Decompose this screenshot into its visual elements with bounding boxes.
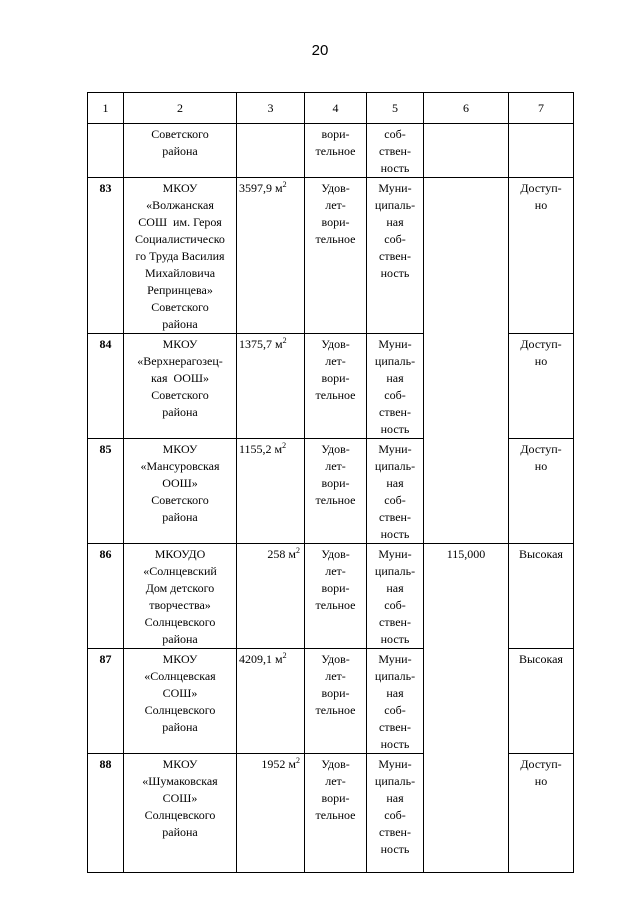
name-line: района: [162, 825, 198, 839]
area-unit-superscript: 2: [282, 336, 287, 345]
ownership-line: ципаль-: [374, 774, 416, 788]
ownership-line: Муни-: [378, 757, 412, 771]
header-cell-3: 3: [237, 93, 305, 124]
ownership-line: ципаль-: [374, 564, 416, 578]
name-line: Советского: [151, 388, 209, 402]
cont-ownership-line: соб-: [384, 127, 406, 141]
ownership-cell: [367, 439, 424, 544]
access-line: но: [534, 774, 548, 788]
name-line: творчества»: [149, 598, 211, 612]
name-line: «Солнцевская: [144, 669, 216, 683]
name-line: Социалистическо: [135, 232, 225, 246]
cont-ownership-line: ствен-: [379, 144, 411, 158]
access-cell: [509, 439, 574, 544]
area-value: 1155,2 м: [239, 442, 283, 456]
name-line: МКОУ: [162, 181, 198, 195]
name-line: «Верхнерагозец-: [137, 354, 223, 368]
ownership-line: Муни-: [378, 337, 412, 351]
name-cell: [124, 649, 237, 754]
row-number-cell: 84: [88, 334, 124, 439]
cont-ownership-cell: [367, 124, 424, 178]
cont-ownership-line: ность: [380, 161, 410, 175]
ownership-line: ная: [386, 371, 404, 385]
status-line: вори-: [321, 371, 350, 385]
ownership-line: ная: [386, 581, 404, 595]
access-line: Доступ-: [520, 337, 562, 351]
area-cell: [237, 334, 305, 439]
area-unit-superscript: 2: [296, 546, 300, 555]
name-line: Дом детского: [145, 581, 215, 595]
row-number-cell: 86: [88, 544, 124, 649]
ownership-line: Муни-: [378, 181, 412, 195]
access-line: Доступ-: [520, 757, 562, 771]
status-line: Удов-: [321, 652, 350, 666]
cont-status-line: вори-: [321, 127, 350, 141]
status-cell: [305, 178, 367, 334]
ownership-line: соб-: [384, 703, 406, 717]
ownership-line: ствен-: [379, 510, 411, 524]
name-line: «Волжанская: [146, 198, 214, 212]
status-line: лет-: [325, 774, 346, 788]
amount-cell-empty: [424, 178, 509, 544]
ownership-line: ствен-: [379, 720, 411, 734]
name-cell: [124, 544, 237, 649]
access-line: но: [534, 354, 548, 368]
access-cell: [509, 754, 574, 873]
ownership-line: соб-: [384, 808, 406, 822]
ownership-line: ность: [380, 737, 410, 751]
ownership-line: ность: [380, 632, 410, 646]
name-line: района: [162, 720, 198, 734]
name-line: района: [162, 510, 198, 524]
amount-cell: [424, 544, 509, 873]
continuation-row: [88, 124, 574, 178]
header-cell-2: 2: [124, 93, 237, 124]
header-cell-4: 4: [305, 93, 367, 124]
name-line: «Шумаковская: [142, 774, 218, 788]
header-cell-5: 5: [367, 93, 424, 124]
status-line: лет-: [325, 669, 346, 683]
access-cell: [509, 178, 574, 334]
ownership-line: ципаль-: [374, 198, 416, 212]
access-line: Доступ-: [520, 442, 562, 456]
ownership-cell: [367, 544, 424, 649]
area-value: 3597,9 м: [239, 181, 283, 195]
ownership-line: ная: [386, 215, 404, 229]
name-line: Советского: [151, 300, 209, 314]
ownership-line: Муни-: [378, 547, 412, 561]
status-line: тельное: [315, 493, 356, 507]
area-value: 1952 м: [261, 757, 296, 771]
ownership-cell: [367, 334, 424, 439]
name-line: СОШ»: [162, 791, 198, 805]
name-line: Солнцевского: [144, 703, 216, 717]
access-line: Доступ-: [520, 181, 562, 195]
cont-amount-cell: [424, 124, 509, 178]
name-line: района: [162, 632, 198, 646]
cont-area-cell: [237, 124, 305, 178]
row-number-cell: 88: [88, 754, 124, 873]
ownership-line: соб-: [384, 493, 406, 507]
ownership-line: ная: [386, 476, 404, 490]
cont-status-cell: [305, 124, 367, 178]
cont-name-line: Советского: [151, 127, 209, 141]
property-table: [87, 92, 574, 873]
row-number-cell: 85: [88, 439, 124, 544]
row-number-cell: 87: [88, 649, 124, 754]
area-unit-superscript: 2: [282, 180, 287, 189]
access-line: Высокая: [519, 547, 563, 561]
header-row: [88, 93, 574, 124]
amount-value: 115,000: [446, 547, 486, 561]
access-cell: [509, 334, 574, 439]
header-cell-6: 6: [424, 93, 509, 124]
cont-name-line: района: [162, 144, 198, 158]
ownership-line: соб-: [384, 232, 406, 246]
status-line: Удов-: [321, 547, 350, 561]
status-line: тельное: [315, 703, 356, 717]
ownership-line: ствен-: [379, 825, 411, 839]
ownership-line: Муни-: [378, 652, 412, 666]
name-line: го Труда Василия: [135, 249, 225, 263]
name-line: «Мансуровская: [140, 459, 220, 473]
name-cell: [124, 754, 237, 873]
status-line: лет-: [325, 198, 346, 212]
ownership-line: ность: [380, 842, 410, 856]
area-cell: [237, 178, 305, 334]
ownership-line: ствен-: [379, 405, 411, 419]
name-line: МКОУДО: [154, 547, 206, 561]
ownership-cell: [367, 649, 424, 754]
name-line: района: [162, 317, 198, 331]
status-line: вори-: [321, 581, 350, 595]
ownership-line: ность: [380, 266, 410, 280]
name-line: Советского: [151, 493, 209, 507]
table-row: [88, 178, 574, 334]
header-cell-7: 7: [509, 93, 574, 124]
area-unit-superscript: 2: [296, 756, 300, 765]
status-line: Удов-: [321, 442, 350, 456]
row-number-cell: 83: [88, 178, 124, 334]
ownership-line: ность: [380, 527, 410, 541]
ownership-cell: [367, 178, 424, 334]
ownership-line: ствен-: [379, 615, 411, 629]
access-cell: [509, 544, 574, 649]
status-line: лет-: [325, 354, 346, 368]
status-cell: [305, 334, 367, 439]
ownership-line: ствен-: [379, 249, 411, 263]
status-cell: [305, 649, 367, 754]
ownership-line: Муни-: [378, 442, 412, 456]
access-line: но: [534, 459, 548, 473]
status-line: вори-: [321, 476, 350, 490]
page-number: 20: [311, 42, 329, 59]
status-cell: [305, 544, 367, 649]
name-line: МКОУ: [162, 337, 198, 351]
ownership-line: ность: [380, 422, 410, 436]
cont-name-cell: [124, 124, 237, 178]
access-cell: [509, 649, 574, 754]
area-cell: [237, 544, 305, 649]
status-cell: [305, 754, 367, 873]
area-cell: [237, 754, 305, 873]
status-line: вори-: [321, 791, 350, 805]
name-line: МКОУ: [162, 442, 198, 456]
ownership-line: ципаль-: [374, 354, 416, 368]
name-line: ООШ»: [162, 476, 198, 490]
area-unit-superscript: 2: [282, 651, 287, 660]
cont-status-line: тельное: [315, 144, 356, 158]
cont-access-cell: [509, 124, 574, 178]
status-line: тельное: [315, 598, 356, 612]
header-cell-1: 1: [88, 93, 124, 124]
name-line: МКОУ: [162, 757, 198, 771]
ownership-line: ципаль-: [374, 459, 416, 473]
ownership-line: ная: [386, 686, 404, 700]
name-line: района: [162, 405, 198, 419]
area-value: 1375,7 м: [239, 337, 283, 351]
name-line: «Солнцевский: [143, 564, 217, 578]
status-line: вори-: [321, 215, 350, 229]
status-line: лет-: [325, 564, 346, 578]
status-line: тельное: [315, 232, 356, 246]
area-cell: [237, 439, 305, 544]
name-line: кая ООШ»: [151, 371, 209, 385]
area-cell: [237, 649, 305, 754]
ownership-line: соб-: [384, 598, 406, 612]
name-cell: [124, 334, 237, 439]
name-line: Солнцевского: [144, 808, 216, 822]
ownership-line: соб-: [384, 388, 406, 402]
status-cell: [305, 439, 367, 544]
name-line: СОШ им. Героя: [138, 215, 222, 229]
name-line: МКОУ: [162, 652, 198, 666]
name-line: Солнцевского: [144, 615, 216, 629]
status-line: лет-: [325, 459, 346, 473]
ownership-cell: [367, 754, 424, 873]
ownership-line: ная: [386, 791, 404, 805]
name-cell: [124, 178, 237, 334]
status-line: тельное: [315, 808, 356, 822]
status-line: Удов-: [321, 337, 350, 351]
area-value: 258 м: [267, 547, 296, 561]
access-line: Высокая: [519, 652, 563, 666]
status-line: Удов-: [321, 181, 350, 195]
area-unit-superscript: 2: [282, 441, 287, 450]
status-line: Удов-: [321, 757, 350, 771]
status-line: вори-: [321, 686, 350, 700]
name-line: Репринцева»: [147, 283, 213, 297]
cont-num-cell: [88, 124, 124, 178]
table-row: [88, 544, 574, 649]
area-value: 4209,1 м: [239, 652, 283, 666]
ownership-line: ципаль-: [374, 669, 416, 683]
name-line: Михайловича: [144, 266, 216, 280]
name-line: СОШ»: [162, 686, 198, 700]
access-line: но: [534, 198, 548, 212]
name-cell: [124, 439, 237, 544]
status-line: тельное: [315, 388, 356, 402]
